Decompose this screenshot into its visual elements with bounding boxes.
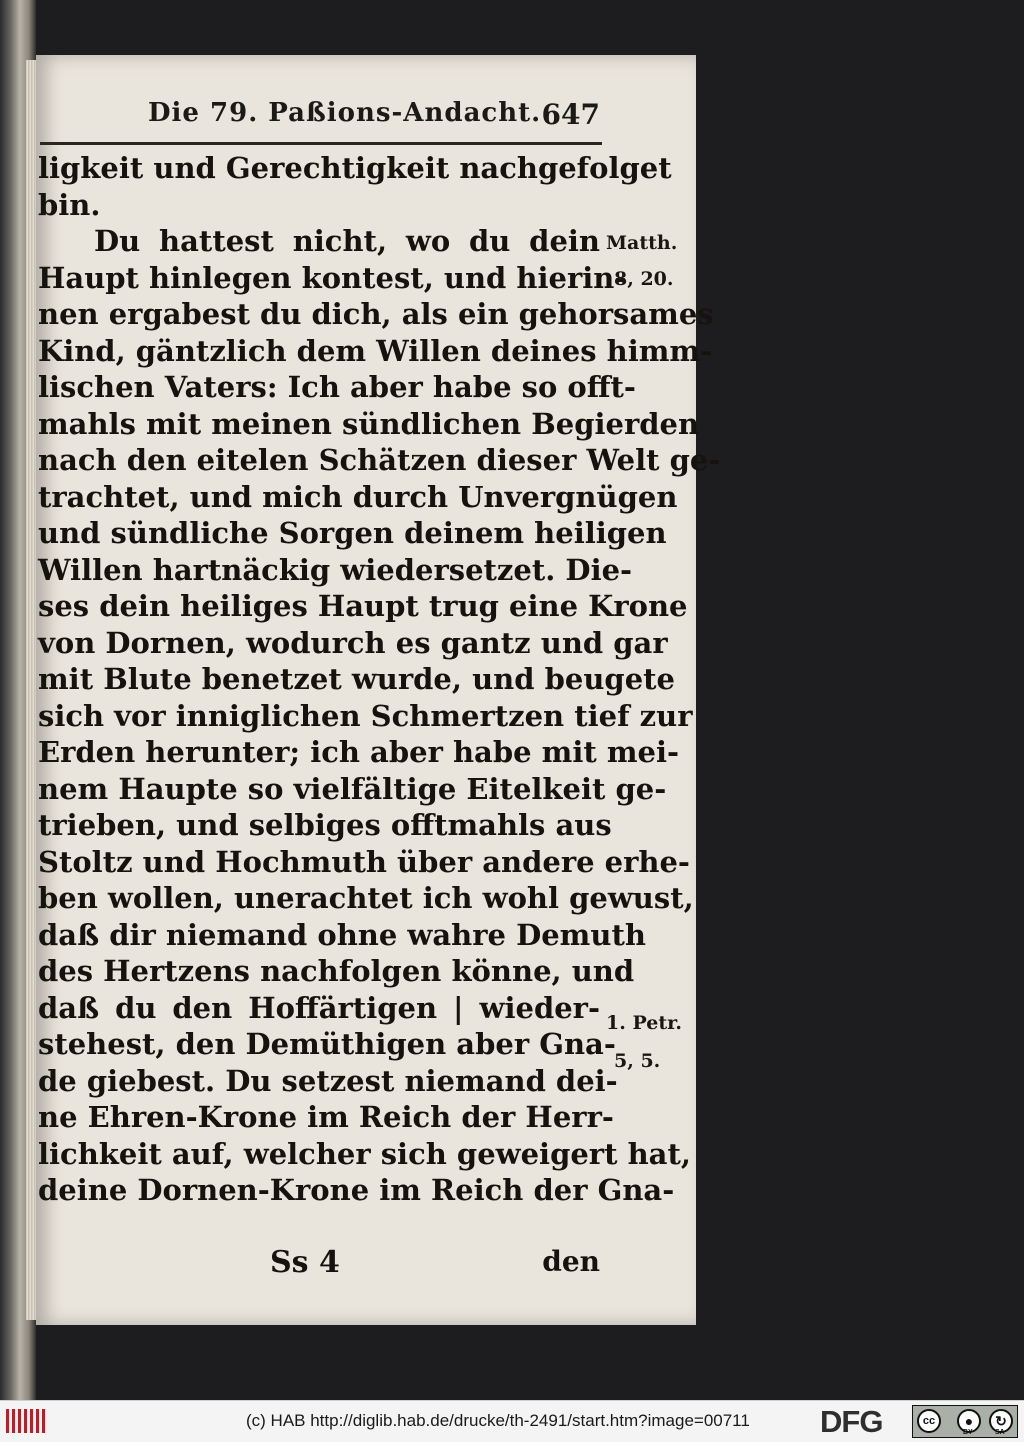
cc-license-badge[interactable]	[912, 1405, 1018, 1438]
text-line: sich vor inniglichen Schmertzen tief zur	[38, 698, 693, 733]
text-line: trachtet, und mich durch Unvergnügen	[38, 479, 678, 514]
footer-bar	[0, 1400, 1024, 1442]
text-line: Du hattest nicht, wo du dein	[94, 224, 600, 258]
page-number: 647	[541, 98, 600, 131]
text-line: ligkeit und Gerechtigkeit nachgefolget	[38, 151, 672, 185]
side-note-petr-ref: 1. Petr.	[606, 1012, 682, 1034]
by-person-icon: ●	[957, 1409, 981, 1433]
dfg-logo: DFG	[820, 1404, 883, 1439]
running-head	[148, 98, 600, 138]
text-line: deine Dornen-Krone im Reich der Gna-	[38, 1173, 675, 1207]
side-note-petr-verse: 5, 5.	[614, 1050, 661, 1072]
running-title: Die 79. Paßions-Andacht.	[148, 98, 542, 128]
text-line: nach den eitelen Schätzen dieser Welt ge-	[38, 443, 721, 477]
text-line: von Dornen, wodurch es gantz und gar	[38, 625, 668, 660]
text-line: nen ergabest du dich, als ein gehorsames	[38, 297, 714, 331]
text-line: nem Haupte so vielfältige Eitelkeit ge-	[38, 771, 667, 806]
signature-mark: Ss 4	[270, 1245, 340, 1280]
text-line: ne Ehren-Krone im Reich der Herr-	[38, 1100, 614, 1134]
text-line: ses dein heiliges Haupt trug eine Krone	[38, 589, 688, 623]
hab-logo-icon	[6, 1409, 48, 1433]
text-line: Erden herunter; ich aber habe mit mei-	[38, 735, 680, 769]
text-line: Willen hartnäckig wiedersetzet. Die-	[38, 552, 633, 587]
text-line: ben wollen, unerachtet ich wohl gewust,	[38, 881, 694, 915]
text-line: Stoltz und Hochmuth über andere erhe-	[38, 844, 690, 879]
text-line: mahls mit meinen sündlichen Begierden	[38, 406, 700, 441]
text-line: bin.	[38, 187, 101, 222]
marginal-notes	[600, 0, 696, 1320]
footer-credit-link[interactable]: (c) HAB http://diglib.hab.de/drucke/th-2491/start.htm?image=00711	[246, 1411, 750, 1430]
text-line: Kind, gäntzlich dem Willen deines himm-	[38, 333, 713, 368]
sa-share-alike-icon: ↻	[989, 1409, 1013, 1433]
text-line: des Hertzens nachfolgen könne, und	[38, 954, 635, 988]
license-by-label: BY	[963, 1429, 973, 1436]
text-line: stehest, den Demüthigen aber Gna-	[38, 1027, 616, 1061]
text-line: daß dir niemand ohne wahre Demuth	[38, 917, 646, 952]
text-line: mit Blute benetzet wurde, und beugete	[38, 662, 675, 696]
text-line: lischen Vaters: Ich aber habe so offt-	[38, 370, 636, 404]
text-line: und sündliche Sorgen deinem heiligen	[38, 516, 667, 550]
side-note-matth-verse: 8, 20.	[614, 268, 674, 290]
header-rule	[40, 142, 602, 145]
catchline	[38, 1245, 600, 1285]
text-line: de giebest. Du setzest niemand dei-	[38, 1063, 618, 1098]
text-line: trieben, und selbiges offtmahls aus	[38, 808, 612, 842]
catchword: den	[542, 1245, 600, 1278]
text-line: lichkeit auf, welcher sich geweigert hat,	[38, 1136, 691, 1171]
cc-icon: cc	[917, 1409, 941, 1433]
side-note-matth-ref: Matth.	[606, 232, 678, 254]
license-sa-label: SA	[995, 1429, 1005, 1436]
text-line: daß du den Hoffärtigen | wieder-	[38, 990, 600, 1025]
text-line: Haupt hinlegen kontest, und hierin-	[38, 260, 627, 295]
